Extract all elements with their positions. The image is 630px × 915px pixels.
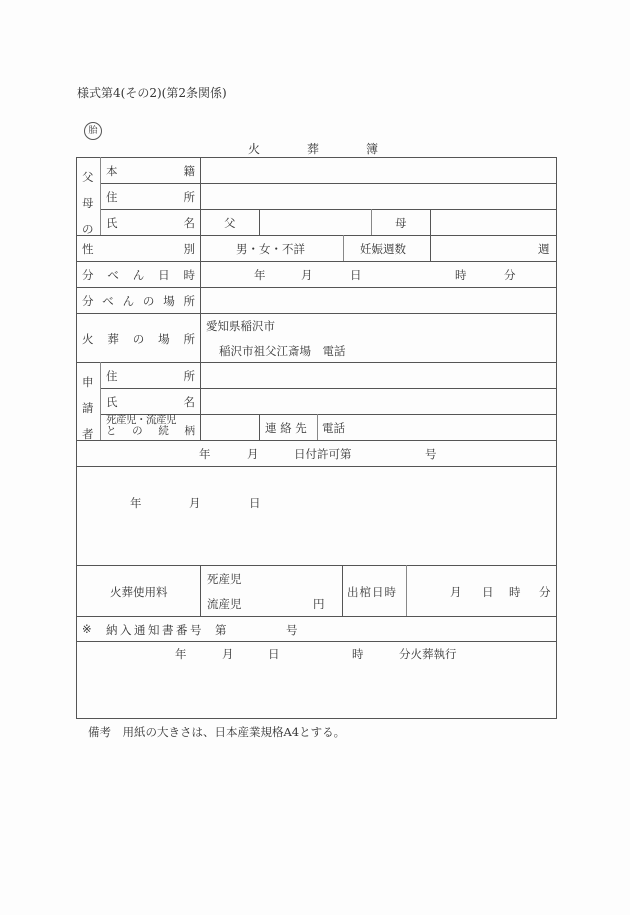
- parents-address-field[interactable]: [201, 184, 556, 209]
- applicant-address-field[interactable]: [201, 363, 556, 388]
- label-char: 所: [183, 369, 195, 383]
- fee-label: 火葬使用料: [110, 585, 168, 599]
- weeks-unit: 週: [538, 242, 550, 256]
- form-number: 様式第4(その2)(第2条関係): [77, 86, 227, 100]
- date-month-unit: 月: [189, 496, 201, 510]
- coffin-month-unit: 月: [450, 585, 462, 599]
- label-char: 所: [183, 294, 195, 308]
- relation-label: [106, 415, 195, 437]
- execution-hour-unit: 時: [352, 647, 364, 661]
- date-year-unit: 年: [130, 496, 142, 510]
- gestation-label: 妊娠週数: [360, 242, 406, 256]
- group-char: 請: [82, 401, 94, 415]
- parents-group-label: [82, 164, 94, 242]
- father-name-field[interactable]: [260, 210, 370, 235]
- label-char: 所: [183, 190, 195, 204]
- parents-name-label: [106, 215, 195, 231]
- delivery-hour-unit: 時: [455, 268, 467, 282]
- label-char: 時: [183, 268, 195, 282]
- relation-field[interactable]: [201, 415, 259, 440]
- label-char: 別: [183, 242, 195, 256]
- label-char: 名: [183, 216, 195, 230]
- domicile-field[interactable]: [201, 158, 556, 183]
- label-char: 本: [106, 164, 118, 178]
- sex-label: [82, 241, 195, 257]
- label-char: 続: [158, 425, 169, 437]
- label-char: ん: [132, 268, 145, 282]
- date-day-unit: 日: [249, 496, 261, 510]
- applicant-address-label: [106, 368, 195, 384]
- domicile-label: [106, 163, 195, 179]
- label-char: 氏: [106, 216, 118, 230]
- parents-address-label: [106, 189, 195, 205]
- group-char: 申: [82, 375, 94, 389]
- group-char: 者: [82, 427, 94, 441]
- relation-label-line1: 死産児・流産児: [106, 414, 176, 426]
- father-label: 父: [224, 216, 236, 230]
- execution-day-unit: 日: [268, 647, 280, 661]
- contact-label: 連 絡 先: [265, 421, 307, 435]
- label-char: と: [106, 425, 117, 437]
- mother-name-field[interactable]: [431, 210, 556, 235]
- title-char: 火: [248, 142, 261, 156]
- execution-minute-text: 分火葬執行: [399, 647, 457, 661]
- footer-note: 備考 用紙の大きさは、日本産業規格A4とする。: [88, 725, 346, 739]
- notice-dai: 第: [215, 623, 227, 637]
- group-char: の: [82, 222, 94, 236]
- notice-label: 納入通知書番号: [106, 623, 204, 637]
- label-char: 名: [183, 395, 195, 409]
- miscarriage-label: 流産児: [207, 597, 242, 611]
- permit-text: 日付許可第: [294, 447, 352, 461]
- group-char: 母: [82, 196, 94, 210]
- cremation-place-line1: 愛知県稲沢市: [206, 319, 275, 333]
- cremation-place-line2: 稲沢市祖父江斎場 電話: [219, 344, 346, 358]
- label-char: の: [132, 425, 143, 437]
- label-char: 所: [183, 332, 195, 346]
- coffin-minute-unit: 分: [539, 585, 551, 599]
- permit-number-unit: 号: [425, 447, 437, 461]
- relation-label-line2: [106, 426, 195, 437]
- delivery-minute-unit: 分: [504, 268, 516, 282]
- group-char: 父: [82, 170, 94, 184]
- delivery-month-unit: 月: [301, 268, 313, 282]
- delivery-year-unit: 年: [254, 268, 266, 282]
- label-char: 分: [82, 294, 94, 308]
- delivery-place-label: [82, 293, 195, 309]
- title-char: 簿: [365, 142, 378, 156]
- title-char: 葬: [306, 142, 319, 156]
- cremation-place-label: [82, 331, 195, 347]
- label-char: の: [132, 332, 145, 346]
- label-char: 住: [106, 369, 118, 383]
- permit-year-unit: 年: [199, 447, 211, 461]
- delivery-day-unit: 日: [350, 268, 362, 282]
- label-char: 場: [158, 332, 170, 346]
- label-char: べ: [102, 294, 114, 308]
- sex-options[interactable]: 男・女・不詳: [236, 242, 305, 256]
- permit-month-unit: 月: [247, 447, 259, 461]
- coffin-day-unit: 日: [482, 585, 494, 599]
- notice-go: 号: [286, 623, 298, 637]
- label-char: 柄: [184, 425, 195, 437]
- coffin-hour-unit: 時: [509, 585, 521, 599]
- label-char: 氏: [106, 395, 118, 409]
- label-char: 性: [82, 242, 94, 256]
- label-char: 籍: [183, 164, 195, 178]
- mother-label: 母: [395, 216, 407, 230]
- label-char: の: [142, 294, 155, 308]
- label-char: ん: [122, 294, 135, 308]
- page-title: [248, 140, 378, 157]
- delivery-datetime-label: [82, 267, 195, 283]
- label-char: 葬: [107, 332, 119, 346]
- label-char: 日: [158, 268, 170, 282]
- applicant-group-label: [82, 369, 94, 447]
- phone-label: 電話: [322, 421, 345, 435]
- label-char: べ: [107, 268, 119, 282]
- label-char: 分: [82, 268, 94, 282]
- notice-mark: ※: [82, 622, 92, 636]
- applicant-name-field[interactable]: [201, 389, 556, 414]
- delivery-place-field[interactable]: [201, 288, 556, 313]
- coffin-datetime-label: 出棺日時: [347, 585, 397, 599]
- stillbirth-label: 死産児: [207, 572, 242, 586]
- label-char: 火: [82, 332, 94, 346]
- yen-unit: 円: [313, 597, 325, 611]
- fetus-seal-icon: 胎: [84, 122, 102, 140]
- execution-year-unit: 年: [175, 647, 187, 661]
- label-char: 場: [163, 294, 175, 308]
- label-char: 住: [106, 190, 118, 204]
- execution-month-unit: 月: [222, 647, 234, 661]
- applicant-name-label: [106, 394, 195, 410]
